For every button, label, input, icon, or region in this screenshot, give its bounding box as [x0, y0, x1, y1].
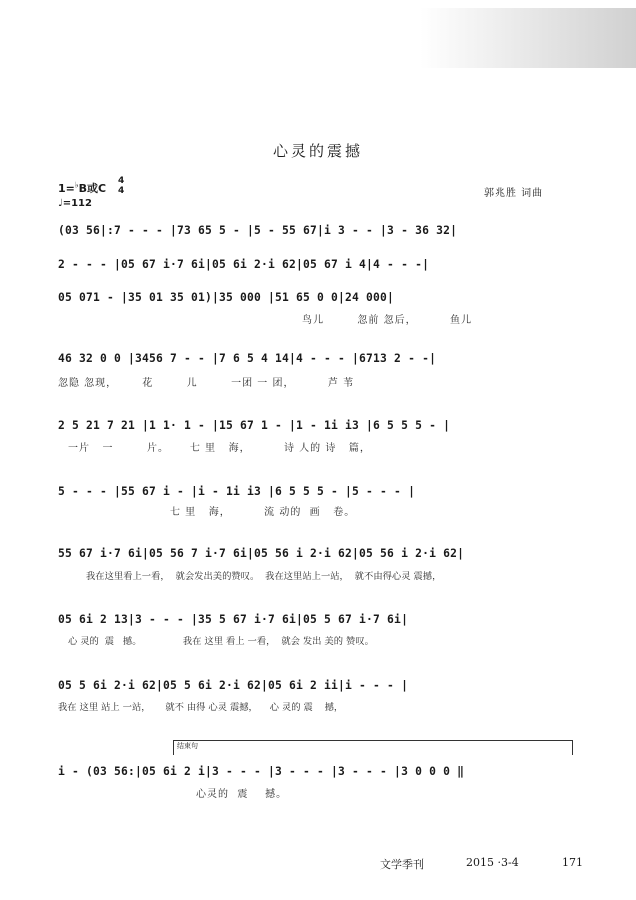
lyric-line: 一片 一 片。 七 里 海， 诗 人的 诗 篇， — [68, 443, 371, 454]
key-signature — [58, 180, 106, 196]
notation-line: 2 - - - |05 67 i·7 6i|05 6i 2·i 62|05 67 i 4|4 - - -| — [58, 258, 430, 271]
key-prefix: 1= — [58, 182, 75, 195]
score-row-10 — [58, 765, 578, 799]
score-row-9 — [58, 679, 578, 713]
score-row-5 — [58, 419, 578, 453]
lyric-line: 忽隐 忽现， 花 儿 一团 一 团， 芦 苇 — [58, 378, 355, 389]
key-main: B或 — [78, 182, 99, 195]
score-row-4 — [58, 352, 578, 389]
lyric-line: 鸟儿 忽前 忽后， 鱼儿 — [302, 315, 473, 326]
notation-line: 05 071 - |35 01 35 01)|35 000 |51 65 0 0|24 000| — [58, 291, 395, 304]
song-title: 心灵的震撼 — [272, 142, 363, 160]
score-row-1 — [58, 224, 578, 258]
notation-line: 46 32 0 0 |3456 7 - - |7 6 5 4 14|4 - - - |6713 2 - -| — [58, 352, 437, 365]
ending-bracket — [173, 740, 573, 755]
footer-issue: 2015 ·3-4 — [466, 856, 519, 869]
notation-line: i - (03 56:|05 6i 2 i|3 - - - |3 - - - |3 - - - |3 0 0 0 ‖ — [58, 765, 465, 778]
lyric-line: 我在这里看上一看， 就会发出美的赞叹。 我在这里站上一站， 就不由得心灵 震撼， — [86, 571, 442, 582]
lyric-line: 心 灵的 震 撼。 我在 这里 看上 一看， 就会 发出 美的 赞叹。 — [68, 636, 374, 647]
ending-label: 结束句 — [177, 742, 198, 750]
scan-edge-shadow — [420, 8, 636, 68]
notation-line: 05 5 6i 2·i 62|05 5 6i 2·i 62|05 6i 2 ii|i - - - | — [58, 679, 409, 692]
footer-journal: 文学季刊 — [380, 858, 424, 871]
tempo-marking: ♩=112 — [58, 198, 92, 209]
key-alt: C — [98, 182, 107, 195]
score-row-8 — [58, 613, 578, 647]
score-row-3 — [58, 291, 578, 325]
time-signature — [118, 176, 124, 196]
score-row-2 — [58, 258, 578, 292]
notation-line: (03 56|:7 - - - |73 65 5 - |5 - 55 67|i 3 - - |3 - 36 32| — [58, 224, 458, 237]
composer-credit: 郭兆胜 词曲 — [484, 188, 544, 199]
time-top: 4 — [118, 176, 125, 186]
notation-line: 05 6i 2 13|3 - - - |35 5 67 i·7 6i|05 5 67 i·7 6i| — [58, 613, 409, 626]
time-bottom: 4 — [118, 186, 125, 196]
score-row-6 — [58, 485, 578, 519]
lyric-line: 心灵的 震 撼。 — [196, 789, 288, 800]
notation-line: 55 67 i·7 6i|05 56 7 i·7 6i|05 56 i 2·i 62|05 56 i 2·i 62| — [58, 547, 465, 560]
lyric-line: 我在 这里 站上 一站， 就不 由得 心灵 震撼， 心 灵的 震 撼， — [58, 702, 344, 713]
notation-line: 5 - - - |55 67 i - |i - 1i i3 |6 5 5 5 - |5 - - - | — [58, 485, 416, 498]
notation-line: 2 5 21 7 21 |1 1· 1 - |15 67 1 - |1 - 1i i3 |6 5 5 5 - | — [58, 419, 451, 432]
score-row-7 — [58, 547, 578, 581]
lyric-line: 七 里 海， 流 动的 画 卷。 — [170, 507, 356, 518]
flat-sign: ♭ — [74, 180, 79, 190]
footer-page-number: 171 — [562, 856, 583, 869]
